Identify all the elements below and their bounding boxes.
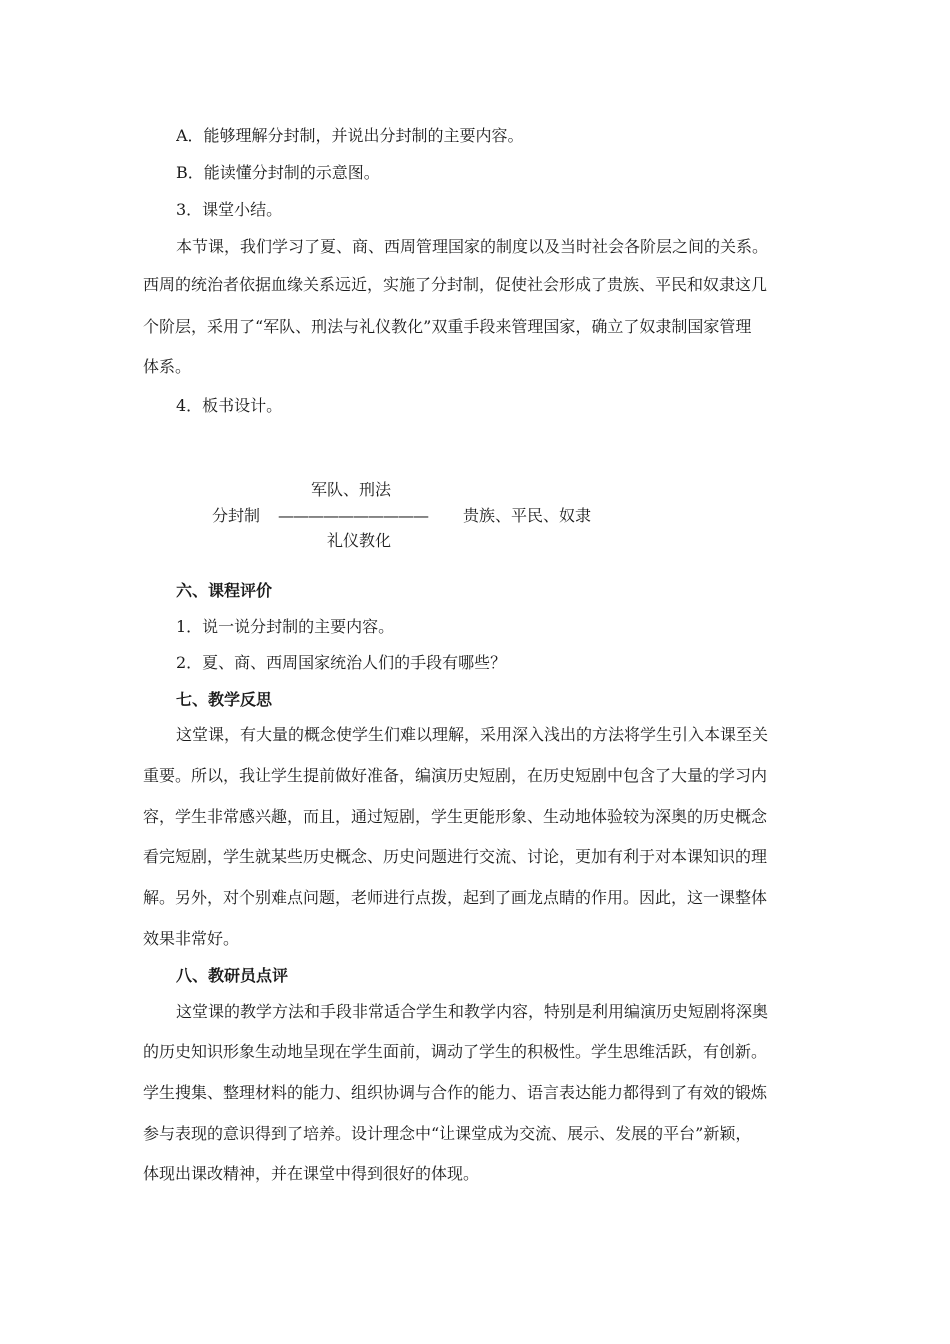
reflection-line: 解。另外，对个别难点问题，老师进行点拨，起到了画龙点睛的作用。因此，这一课整体 bbox=[143, 888, 768, 907]
evaluation-item: 1．说一说分封制的主要内容。 bbox=[176, 617, 395, 636]
objective-a: A．能够理解分封制，并说出分封制的主要内容。 bbox=[176, 126, 524, 145]
board-left-label: 分封制 bbox=[212, 506, 261, 525]
review-line: 这堂课的教学方法和手段非常适合学生和教学内容，特别是利用编演历史短剧将深奥 bbox=[176, 1002, 769, 1021]
reflection-line: 容，学生非常感兴趣，而且，通过短剧，学生更能形象、生动地体验较为深奥的历史概念 bbox=[143, 807, 768, 826]
evaluation-heading: 六、课程评价 bbox=[176, 581, 273, 600]
summary-line: 个阶层，采用了“军队、刑法与礼仪教化”双重手段来管理国家，确立了奴隶制国家管理 bbox=[143, 317, 752, 336]
reflection-line: 重要。所以，我让学生提前做好准备，编演历史短剧，在历史短剧中包含了大量的学习内 bbox=[143, 766, 768, 785]
review-line: 的历史知识形象生动地呈现在学生面前，调动了学生的积极性。学生思维活跃，有创新。 bbox=[143, 1042, 768, 1061]
review-line: 体现出课改精神，并在课堂中得到很好的体现。 bbox=[143, 1164, 480, 1183]
objective-b: B．能读懂分封制的示意图。 bbox=[176, 163, 380, 182]
summary-line: 体系。 bbox=[143, 357, 192, 376]
review-line: 学生搜集、整理材料的能力、组织协调与合作的能力、语言表达能力都得到了有效的锻炼 bbox=[143, 1083, 768, 1102]
reflection-line: 效果非常好。 bbox=[143, 929, 240, 948]
board-connector: —————————— bbox=[278, 506, 428, 525]
board-heading: 4．板书设计。 bbox=[176, 396, 283, 415]
board-top-label: 军队、刑法 bbox=[311, 480, 392, 499]
summary-heading: 3．课堂小结。 bbox=[176, 200, 283, 219]
board-bottom-label: 礼仪教化 bbox=[327, 531, 392, 550]
reflection-line: 这堂课，有大量的概念使学生们难以理解，采用深入浅出的方法将学生引入本课至关 bbox=[176, 725, 769, 744]
evaluation-item: 2．夏、商、西周国家统治人们的手段有哪些？ bbox=[176, 653, 507, 672]
summary-line: 西周的统治者依据血缘关系远近，实施了分封制，促使社会形成了贵族、平民和奴隶这几 bbox=[143, 275, 768, 294]
review-heading: 八、教研员点评 bbox=[176, 966, 289, 985]
review-line: 参与表现的意识得到了培养。设计理念中“让课堂成为交流、展示、发展的平台”新颖， bbox=[143, 1124, 752, 1143]
summary-line: 本节课，我们学习了夏、商、西周管理国家的制度以及当时社会各阶层之间的关系。 bbox=[176, 237, 769, 256]
board-right-label: 贵族、平民、奴隶 bbox=[463, 506, 592, 525]
reflection-heading: 七、教学反思 bbox=[176, 690, 273, 709]
reflection-line: 看完短剧，学生就某些历史概念、历史问题进行交流、讨论，更加有利于对本课知识的理 bbox=[143, 847, 768, 866]
